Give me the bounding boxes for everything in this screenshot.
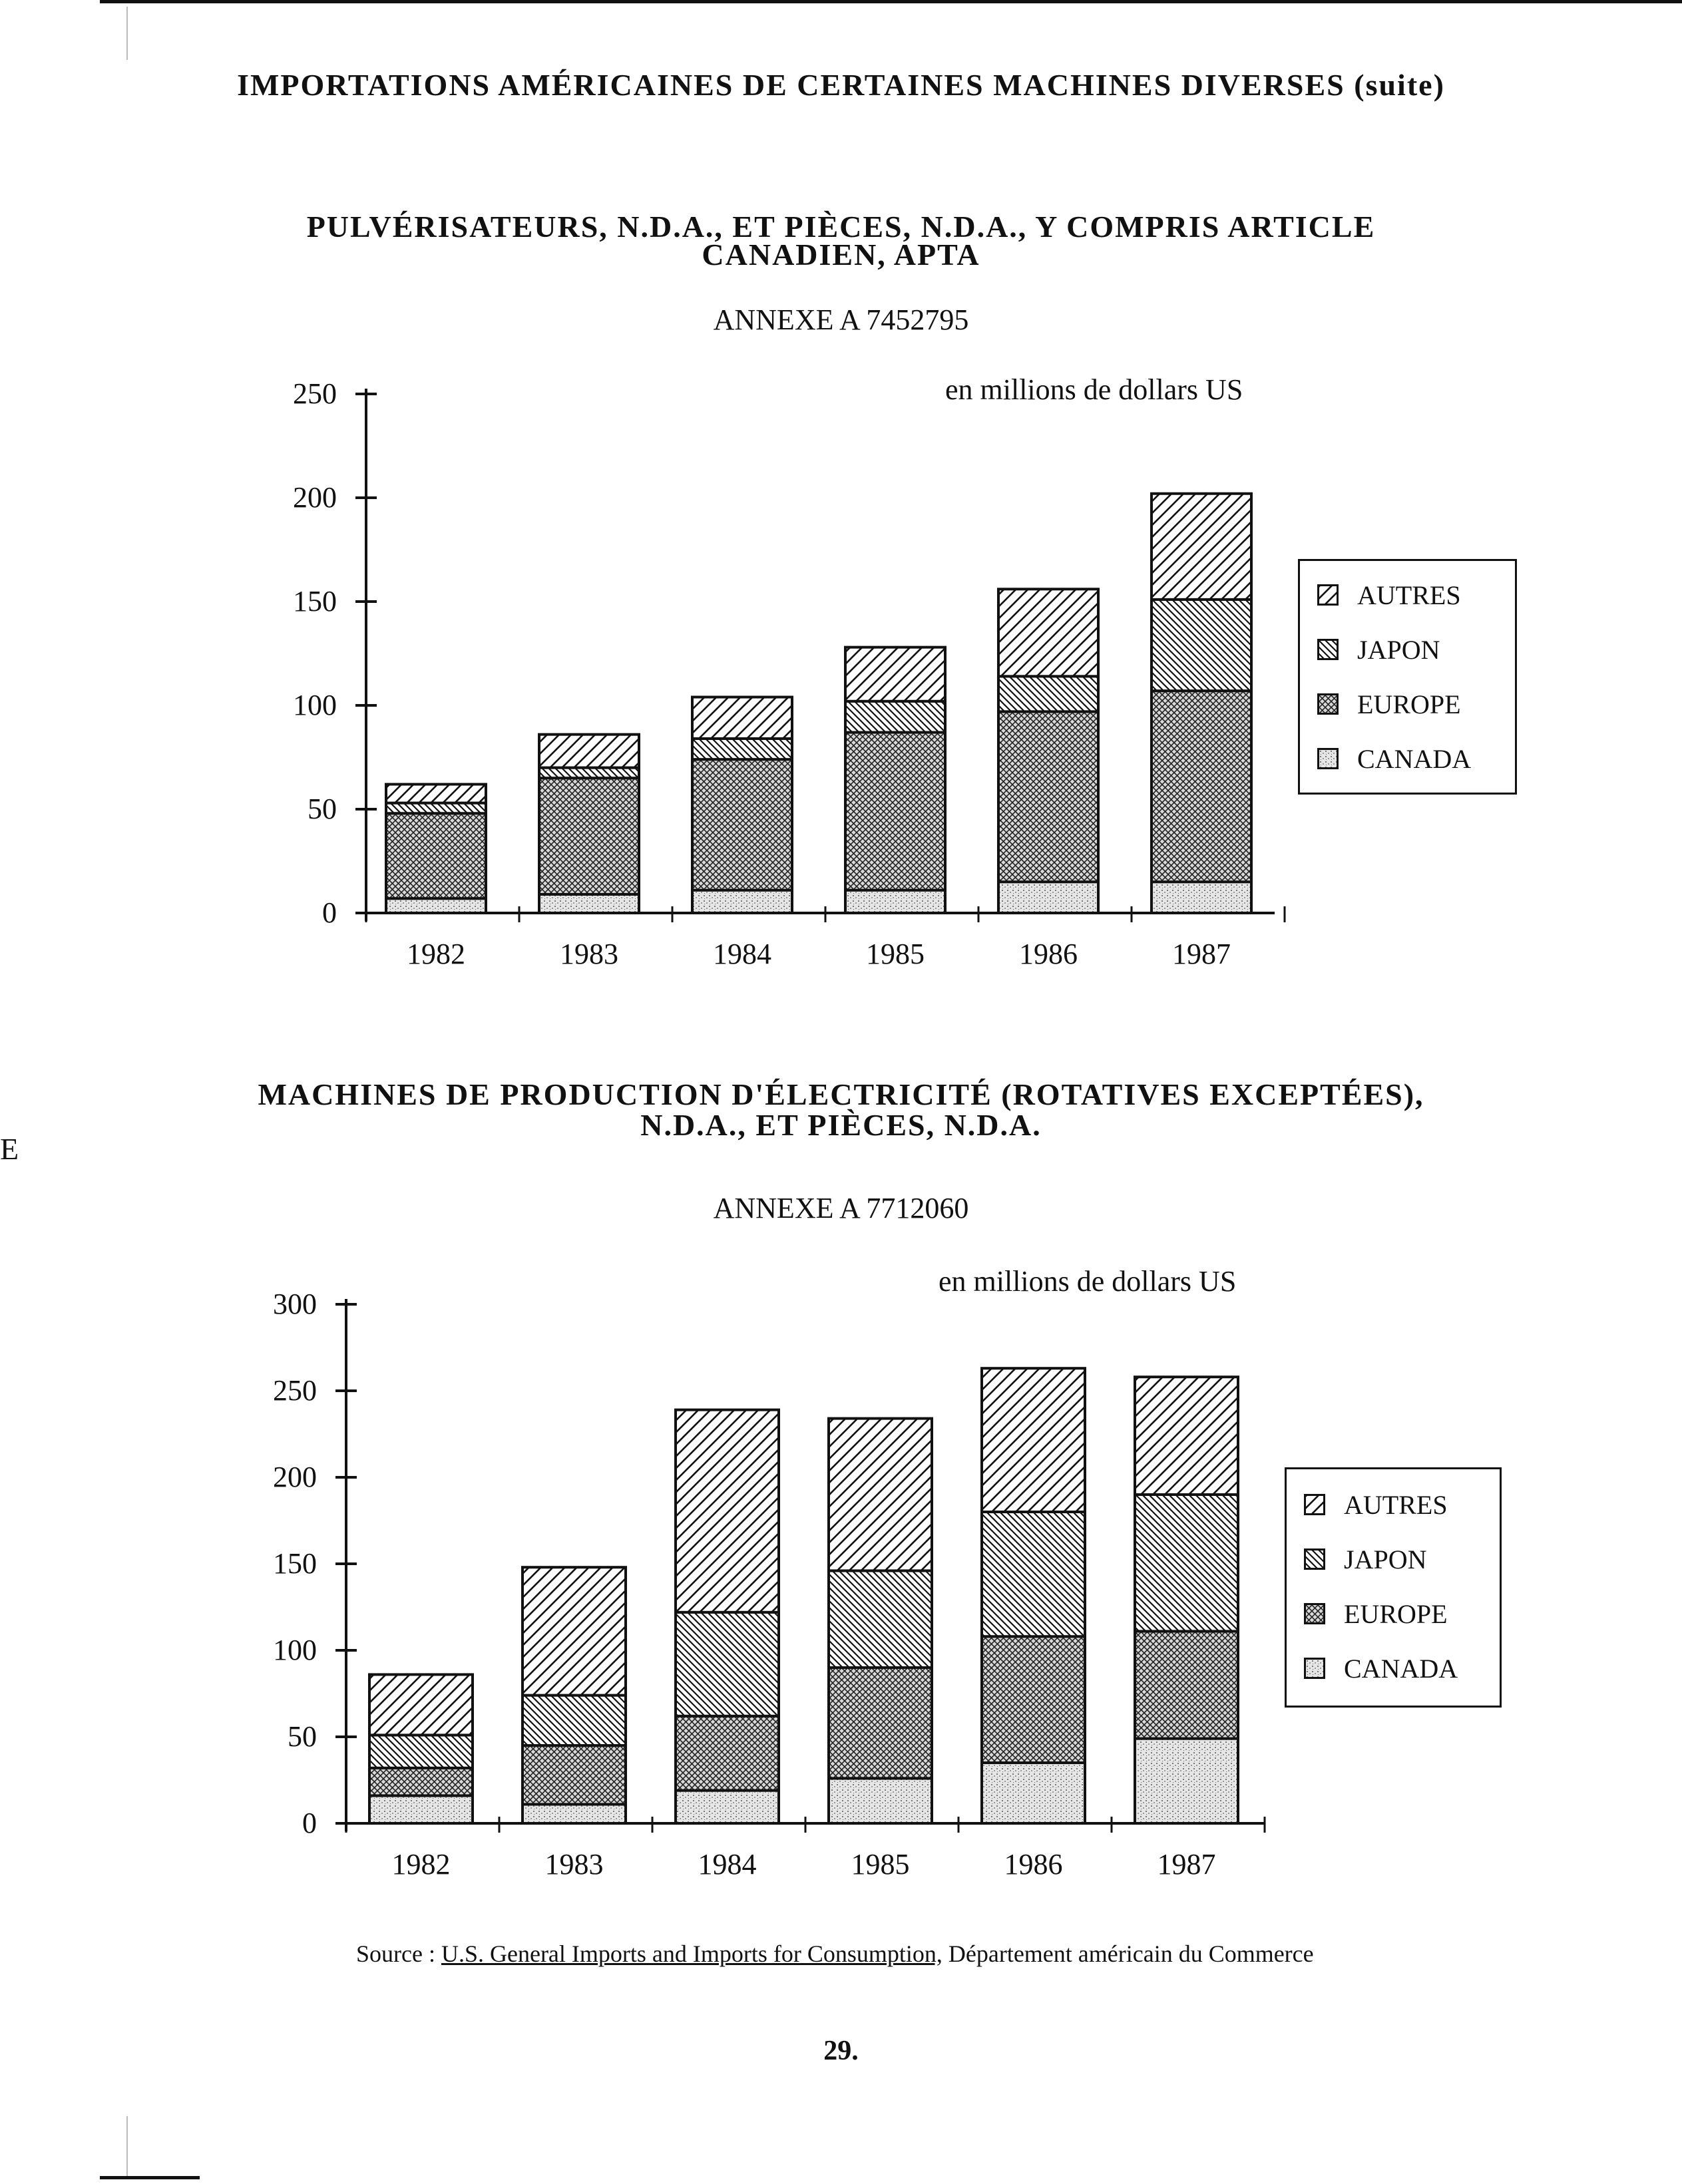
bar-segment-japon <box>676 1612 779 1716</box>
bar-segment-europe <box>1135 1631 1238 1738</box>
europe-swatch <box>1304 1603 1325 1624</box>
bar-segment-japon <box>539 768 639 779</box>
legend-item-canada <box>1300 731 1515 786</box>
bar-segment-europe <box>523 1745 626 1804</box>
x-tick-label: 1982 <box>391 1848 451 1881</box>
bar-segment-europe <box>386 813 486 898</box>
bar-segment-japon <box>829 1570 932 1668</box>
y-tick-label: 150 <box>293 585 337 618</box>
bar-segment-europe <box>369 1768 473 1796</box>
y-tick-label: 200 <box>293 481 337 514</box>
bar-segment-europe <box>692 759 792 890</box>
chart2-legend <box>1285 1467 1502 1708</box>
legend-item-autres <box>1287 1477 1500 1532</box>
x-tick-label: 1982 <box>407 938 465 970</box>
chart2-title-line1: MACHINES DE PRODUCTION D'ÉLECTRICITÉ (ROTATIVES EXCEPTÉES), <box>258 1077 1424 1111</box>
bar-segment-autres <box>692 697 792 739</box>
japon-swatch <box>1317 639 1339 660</box>
x-tick-label: 1987 <box>1157 1848 1216 1881</box>
canada-swatch <box>1304 1658 1325 1679</box>
legend-item-japon <box>1287 1532 1500 1586</box>
x-tick-label: 1986 <box>1019 938 1078 970</box>
bar-segment-autres <box>998 589 1098 676</box>
chart2-title-line2: N.D.A., ET PIÈCES, N.D.A. <box>640 1108 1042 1142</box>
canada-swatch <box>1317 748 1339 769</box>
source-title: U.S. General Imports and Imports for Consumption, <box>441 1940 943 1967</box>
legend-label: CANADA <box>1344 1653 1458 1684</box>
bar-segment-canada <box>998 882 1098 913</box>
bar-segment-autres <box>982 1368 1085 1512</box>
chart2-annexe: ANNEXE A 7712060 <box>713 1192 969 1224</box>
bar-segment-canada <box>982 1763 1085 1823</box>
page-number: 29. <box>823 2036 859 2066</box>
source-label: Source : <box>356 1940 435 1967</box>
chart1-plot <box>293 377 1285 970</box>
x-tick-label: 1984 <box>713 938 771 970</box>
bar-segment-autres <box>386 785 486 803</box>
bar-segment-europe <box>998 711 1098 882</box>
y-tick-label: 0 <box>302 1807 317 1839</box>
legend-label: EUROPE <box>1344 1598 1448 1629</box>
y-tick-label: 250 <box>293 377 337 410</box>
y-tick-label: 300 <box>273 1288 317 1320</box>
bar-segment-autres <box>369 1674 473 1735</box>
x-tick-label: 1984 <box>698 1848 757 1881</box>
bar-segment-japon <box>982 1512 1085 1636</box>
bar-segment-canada <box>692 890 792 913</box>
y-tick-label: 0 <box>322 896 337 929</box>
x-tick-label: 1985 <box>866 938 925 970</box>
bar-segment-japon <box>523 1696 626 1745</box>
autres-swatch <box>1317 584 1339 606</box>
chart2-units: en millions de dollars US <box>939 1265 1237 1298</box>
chart1-legend <box>1298 559 1517 795</box>
bar-segment-canada <box>1152 882 1251 913</box>
bar-segment-europe <box>539 778 639 894</box>
bar-segment-autres <box>845 647 945 701</box>
legend-label: AUTRES <box>1344 1489 1448 1520</box>
margin-mark: E <box>0 1132 19 1166</box>
europe-swatch <box>1317 693 1339 715</box>
y-tick-label: 50 <box>288 1720 317 1753</box>
x-tick-label: 1985 <box>851 1848 910 1881</box>
x-tick-label: 1987 <box>1172 938 1231 970</box>
bar-segment-europe <box>829 1668 932 1778</box>
bar-segment-japon <box>998 676 1098 711</box>
legend-label: JAPON <box>1357 634 1440 665</box>
bar-segment-japon <box>386 803 486 814</box>
bar-segment-canada <box>829 1778 932 1823</box>
bar-segment-europe <box>1152 691 1251 882</box>
legend-label: AUTRES <box>1357 580 1461 610</box>
legend-item-japon <box>1300 622 1515 677</box>
legend-label: EUROPE <box>1357 689 1461 719</box>
bar-segment-autres <box>539 735 639 768</box>
bar-segment-europe <box>982 1636 1085 1763</box>
bar-segment-autres <box>1135 1377 1238 1495</box>
bar-segment-europe <box>845 733 945 890</box>
bar-segment-japon <box>1135 1495 1238 1631</box>
legend-item-autres <box>1300 568 1515 622</box>
x-tick-label: 1983 <box>560 938 618 970</box>
y-tick-label: 50 <box>308 793 337 825</box>
source-note <box>356 1940 1314 1968</box>
bar-segment-autres <box>1152 494 1251 600</box>
chart2-plot <box>273 1288 1265 1881</box>
bar-segment-canada <box>369 1795 473 1823</box>
y-tick-label: 250 <box>273 1374 317 1407</box>
chart1-title-line1: PULVÉRISATEURS, N.D.A., ET PIÈCES, N.D.A., Y COMPRIS ARTICLE <box>306 210 1376 244</box>
chart1-annexe: ANNEXE A 7452795 <box>713 303 969 336</box>
bar-segment-canada <box>1135 1739 1238 1823</box>
chart1-title-line2: CANADIEN, APTA <box>702 238 980 272</box>
bar-segment-canada <box>386 898 486 913</box>
y-tick-label: 100 <box>293 689 337 721</box>
bar-segment-autres <box>523 1567 626 1695</box>
legend-label: CANADA <box>1357 743 1472 774</box>
page-title: IMPORTATIONS AMÉRICAINES DE CERTAINES MACHINES DIVERSES (suite) <box>237 68 1445 102</box>
y-tick-label: 200 <box>273 1461 317 1493</box>
bar-segment-autres <box>676 1410 779 1612</box>
bar-segment-canada <box>845 890 945 913</box>
bar-segment-japon <box>692 739 792 759</box>
japon-swatch <box>1304 1548 1325 1570</box>
bar-segment-canada <box>539 894 639 913</box>
y-tick-label: 150 <box>273 1547 317 1580</box>
chart1-units: en millions de dollars US <box>945 373 1243 406</box>
legend-item-canada <box>1287 1641 1500 1696</box>
x-tick-label: 1983 <box>544 1848 604 1881</box>
source-rest: Département américain du Commerce <box>948 1940 1314 1967</box>
autres-swatch <box>1304 1494 1325 1515</box>
legend-item-europe <box>1300 677 1515 731</box>
bar-segment-japon <box>845 701 945 733</box>
bar-segment-autres <box>829 1419 932 1571</box>
bar-segment-canada <box>523 1804 626 1823</box>
legend-label: JAPON <box>1344 1544 1427 1574</box>
bar-segment-japon <box>369 1735 473 1767</box>
x-tick-label: 1986 <box>1004 1848 1063 1881</box>
bar-segment-japon <box>1152 600 1251 691</box>
bar-segment-europe <box>676 1716 779 1791</box>
y-tick-label: 100 <box>273 1634 317 1666</box>
bar-segment-canada <box>676 1791 779 1823</box>
legend-item-europe <box>1287 1586 1500 1641</box>
